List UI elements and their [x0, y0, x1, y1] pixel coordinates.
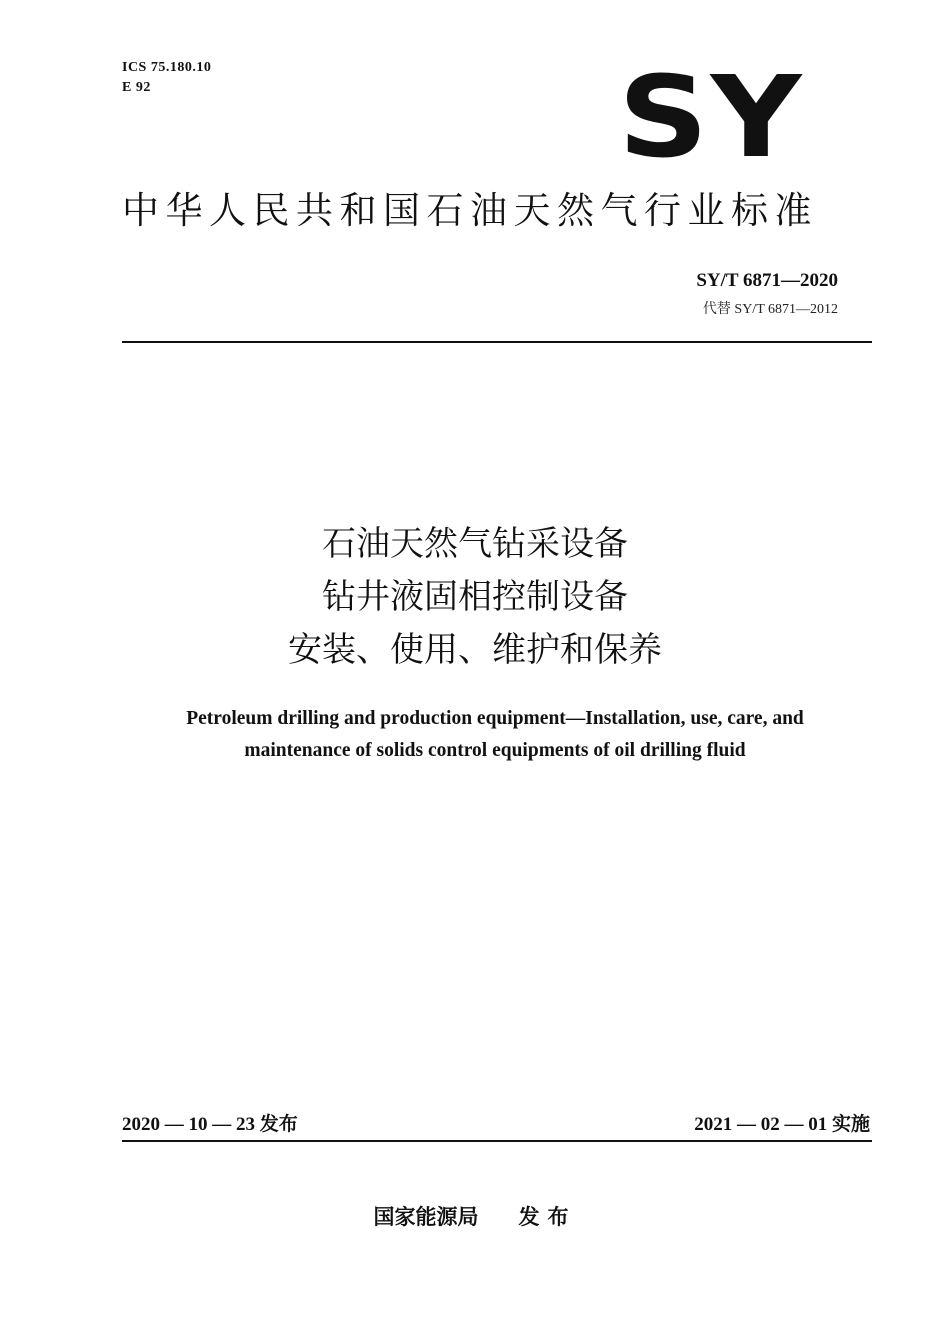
- issuing-authority: [0, 1202, 950, 1232]
- issuer-name: 国家能源局: [373, 1205, 479, 1229]
- standard-number: SY/T 6871—2020: [696, 270, 838, 291]
- standard-category-title: 中华人民共和国石油天然气行业标准: [122, 189, 818, 232]
- chinese-title-line-2: 钻井液固相控制设备: [322, 577, 628, 617]
- top-divider: [122, 341, 872, 343]
- chinese-title-line-1: 石油天然气钻采设备: [322, 524, 628, 564]
- issue-date: 2020 — 10 — 23 发布: [122, 1114, 298, 1135]
- chinese-title-line-3: 安装、使用、维护和保养: [288, 630, 662, 670]
- english-title-line-1: Petroleum drilling and production equipment—Installation, use, care, and: [186, 708, 804, 729]
- classification-codes: [122, 58, 211, 98]
- implementation-date: 2021 — 02 — 01 实施: [694, 1114, 870, 1135]
- english-title: [100, 703, 890, 767]
- english-title-line-2: maintenance of solids control equipments of oil drilling fluid: [244, 740, 746, 761]
- ccs-code: E 92: [122, 80, 151, 95]
- chinese-title: [0, 518, 950, 677]
- bottom-divider: [122, 1140, 872, 1142]
- sy-logo: SY: [618, 53, 804, 183]
- ics-code: ICS 75.180.10: [122, 60, 212, 75]
- issuer-action: 发布: [518, 1205, 577, 1229]
- replaces-standard: 代替 SY/T 6871—2012: [702, 302, 838, 317]
